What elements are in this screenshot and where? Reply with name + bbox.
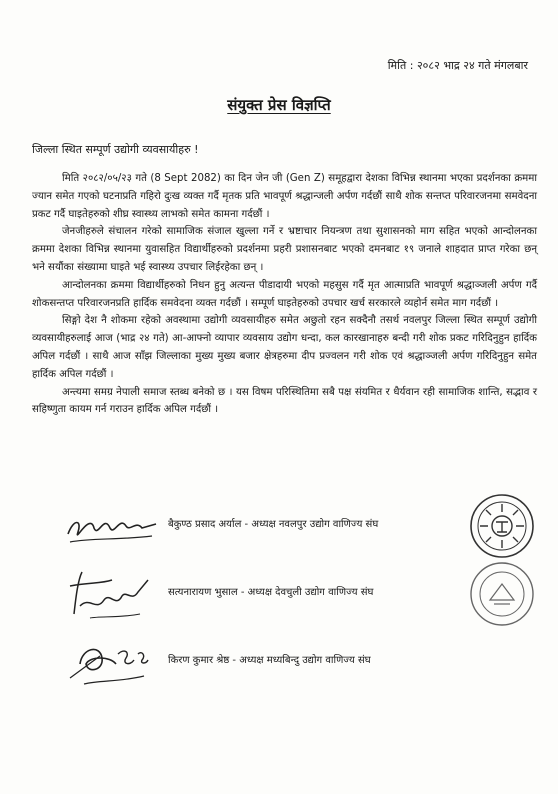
date-line: मिति : २०८२ भाद्र २४ गते मंगलबार	[387, 59, 528, 72]
handwritten-signature-icon	[60, 498, 170, 554]
handwritten-signature-icon	[60, 566, 170, 622]
signatory-name: किरण कुमार श्रेष्ठ - अध्यक्ष मध्यबिन्दु उद्योग वाणिज्य संघ	[168, 655, 371, 666]
signatory-row	[0, 634, 558, 694]
signatory-row	[0, 498, 558, 558]
organization-seal-icon	[468, 492, 536, 560]
paragraph: आन्दोलनका क्रममा विद्यार्थीहरुको निधन हुनु अत्यन्त पीडादायी भएको महसुस गर्दै मृत आत्माप्रति भावपूर्ण श्रद्धाञ्जली अर्पण गर्दै शोकसन्तप्त परिवारजनप्रति हार्दिक समवेदना व्यक्त गर्दछौं । सम्पूर्ण घाइतेहरुको उपचार खर्च सरकारले व्यहोर्न समेत माग गर्दछौं ।	[32, 279, 537, 309]
signatory-row	[0, 566, 558, 626]
paragraph: अन्त्यमा समग्र नेपाली समाज स्तब्ध बनेको छ । यस विषम परिस्थितिमा सबै पक्ष संयमित र धैर्यवान रही सामाजिक शान्ति, सद्भाव र सहिष्णुता कायम गर्न गराउन हार्दिक अपिल गर्दछौं ।	[32, 386, 537, 416]
paragraph: मिति २०८२/०५/२३ गते (8 Sept 2082) का दिन जेन जी (Gen Z) समूहद्वारा देशका विभिन्न स्थानमा भएका प्रदर्शनका क्रममा ज्यान समेत गएको घटनाप्रति गहिरो दुःख व्यक्त गर्दै मृतक प्रति भावपूर्ण श्रद्धान्जली अर्पण गर्दछौं साथै शोक सन्तप्त परिवारजनमा समवेदना प्रकट गर्दै घाइतेहरुको शीघ्र स्वास्थ्य लाभको समेत कामना गर्दछौं ।	[32, 173, 537, 220]
organization-seal-icon	[468, 560, 536, 628]
handwritten-signature-icon	[60, 634, 170, 690]
signatory-name: बैकुण्ठ प्रसाद अर्याल - अध्यक्ष नवलपुर उद्योग वाणिज्य संघ	[168, 519, 379, 530]
paragraph: सिङ्गो देश नै शोकमा रहेको अवस्थामा उद्योगी व्यवसायीहरु समेत अछुतो रहन सक्दैनौ तसर्थ नवलपुर जिल्ला स्थित सम्पूर्ण उद्योगी व्यवसायीहरुलाई आज (भाद्र २४ गते) आ-आफ्नो व्यापार व्यवसाय उद्योग धन्दा, कल कारखानाहरु बन्दी गरी शोक प्रकट गरिदिनुहुन हार्दिक अपिल गर्दछौं । साथै आज साँझ जिल्लाका मुख्य मुख्य बजार क्षेत्रहरुमा दीप प्रज्वलन गरी शोक एवं श्रद्धाञ्जली अर्पण गरिदिनुहुन समेत हार्दिक अपिल गर्दछौं ।	[32, 315, 537, 380]
salutation: जिल्ला स्थित सम्पूर्ण उद्योगी व्यवसायीहरु !	[32, 143, 199, 156]
document-heading: संयुक्त प्रेस विज्ञप्ति	[227, 96, 331, 114]
paragraph: जेनजीहरुले संचालन गरेको सामाजिक संजाल खुल्ला गर्ने र भ्रष्टाचार नियन्त्रण तथा सुशासनको माग सहित भएको आन्दोलनका क्रममा देशका विभिन्न स्थानमा युवासहित विद्यार्थीहरुको प्रदर्शनमा प्रहरी प्रशासनबाट भएको दमनबाट १९ जनाले शाहदात प्राप्त गरेका छन् भने सयौंका संख्यामा घाइते भई स्वास्थ्य उपचार लिईरहेका छन् ।	[32, 226, 537, 273]
signatory-name: सत्यनारायण भुसाल - अध्यक्ष देवचुली उद्योग वाणिज्य संघ	[168, 587, 374, 598]
body-text	[32, 170, 537, 419]
